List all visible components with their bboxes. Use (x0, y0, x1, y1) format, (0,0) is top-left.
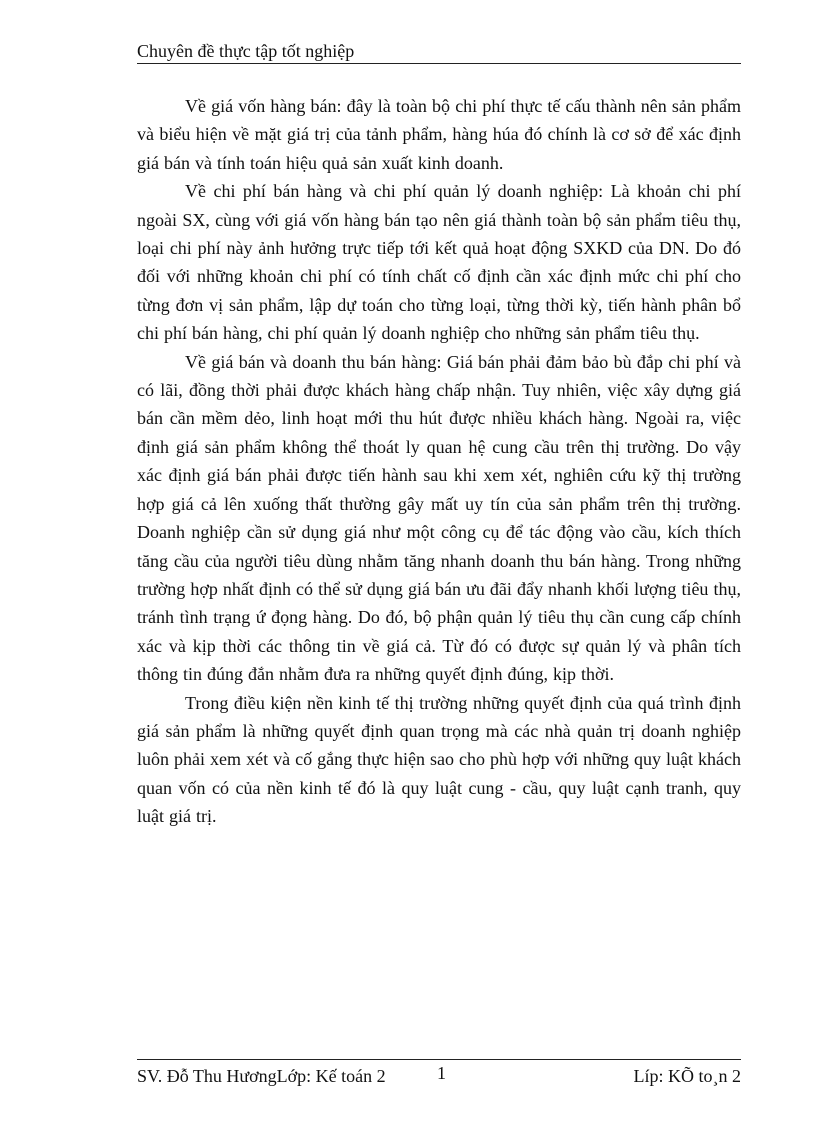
paragraph-market-conditions: Trong điều kiện nền kinh tế thị trường những quyết định của quá trình định giá sản phẩm là những quyết định quan trọng mà các nhà quản trị doanh nghiệp luôn phải xem xét và cố gắng thực hiện sao cho phù hợp với những quy luật khách quan vốn có của nền kinh tế đó là quy luật cung - cầu, quy luật cạnh tranh, quy luật giá trị. (137, 692, 741, 827)
header-title: Chuyên đề thực tập tốt nghiệp (137, 41, 355, 61)
page-number: 1 (437, 1063, 446, 1083)
header-rule (137, 63, 741, 64)
paragraph-price-revenue: Về giá bán và doanh thu bán hàng: Giá bán phải đảm bảo bù đắp chi phí và có lãi, đồng thời phải được khách hàng chấp nhận. Tuy nhiên, việc xây dựng giá bán cần mềm dẻo, linh hoạt mới thu hút được nhiều khách hàng. Ngoài ra, việc định giá sản phẩm không thể thoát ly quan hệ cung cầu trên thị trường. Do vậy xác định giá bán phải được tiến hành sau khi xem xét, nghiên cứu kỹ thị trường hợp giá cả lên xuống thất thường gây mất uy tín của sản phẩm trên thị trường. Doanh nghiệp cần sử dụng giá như một công cụ để tác động vào cầu, kích thích tăng cầu của người tiêu dùng nhằm tăng nhanh doanh thu bán hàng. Trong những trường hợp nhất định có thể sử dụng giá bán ưu đãi đẩy nhanh khối lượng tiêu thụ, tránh tình trạng ứ đọng hàng. Do đó, bộ phận quản lý tiêu thụ cần cung cấp chính xác và kịp thời các thông tin về giá cả. Từ đó có được sự quản lý và phân tích thông tin đúng đắn nhằm đưa ra những quyết định đúng, kịp thời. (137, 351, 741, 685)
footer-class: Líp: KÕ to¸n 2 (633, 1066, 741, 1086)
body-text (137, 92, 741, 831)
paragraph-selling-expenses: Về chi phí bán hàng và chi phí quản lý doanh nghiệp: Là khoản chi phí ngoài SX, cùng với giá vốn hàng bán tạo nên giá thành toàn bộ sản phẩm tiêu thụ, loại chi phí này ảnh hưởng trực tiếp tới kết quả hoạt động SXKD của DN. Do đó đối với những khoản chi phí có tính chất cố định cần xác định mức chi phí cho từng đơn vị sản phẩm, lập dự toán cho từng loại, từng thời kỳ, tiến hành phân bổ chi phí bán hàng, chi phí quản lý doanh nghiệp cho những sản phẩm tiêu thụ. (137, 181, 741, 344)
footer-student: SV. Đỗ Thu HươngLớp: Kế toán 2 (137, 1066, 386, 1086)
paragraph-cost-of-goods: Về giá vốn hàng bán: đây là toàn bộ chi phí thực tế cấu thành nên sản phẩm và biểu hiện về mặt giá trị của tảnh phẩm, hàng húa đó chính là cơ sở để xác định giá bán và tính toán hiệu quả sản xuất kinh doanh. (137, 96, 741, 173)
footer-rule (137, 1059, 741, 1060)
